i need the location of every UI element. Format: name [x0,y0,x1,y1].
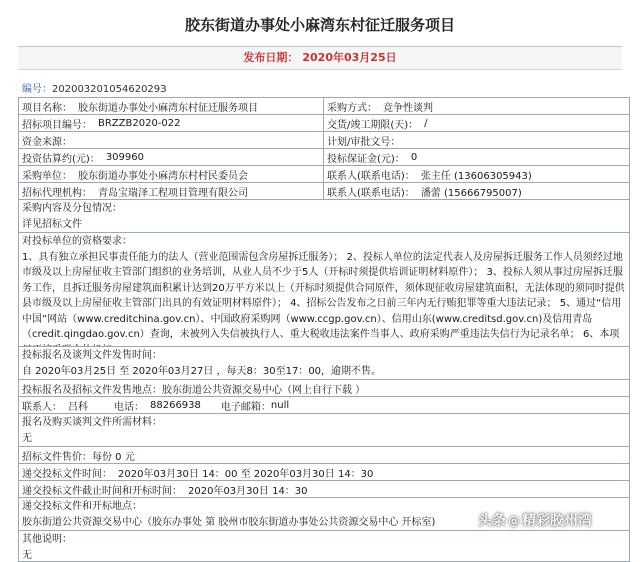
sale-place-value: 胶东街道公共资源交易中心（网上自行下载 ） [162,384,366,396]
agency-value: 青岛宝瑞泽工程项目管理有限公司 [98,187,248,199]
table-row [19,98,629,115]
sale-place-label: 投标报名及招标文件发售地点： [22,384,162,396]
sale-time-value: 自 2020年03月25日 至 2020年03月27日 ，每天8：30至17：00，逾期不售。 [22,365,382,377]
table-row [19,149,629,166]
page-title: 胶东街道办事处小麻湾东村征迁服务项目 [184,16,455,34]
sale-time-label: 投标报名及谈判文件发售时间： [22,350,162,361]
scope-row [19,200,629,233]
fund-source-cell [19,132,324,148]
serial-number [22,80,167,95]
watermark-name: 精彩胶州湾 [522,513,592,529]
price-row [19,447,629,464]
budget-cell [19,149,324,165]
qualification-label: 对投标单位的资格要求： [22,236,132,247]
qualification-row [19,233,629,347]
purchaser-label: 采购单位： [22,170,72,182]
project-name-cell [19,98,324,114]
contact2-value: 潘蕾 (15666795007) [420,187,522,199]
agency-cell [19,183,324,199]
serial-value: 20200320105462029З [52,84,167,95]
submit-time-cell [19,464,629,480]
contact-row [19,397,629,414]
scope-cell [19,200,629,232]
deposit-label: 投标保证金(元)： [327,153,405,165]
materials-value: 无 [22,432,32,444]
tender-no-label: 招标项目编号： [22,119,92,131]
phone-label: 电话： [114,401,144,413]
publish-date-label: 发布日期： [243,51,299,64]
submit-time-value: 2020年03月30日 14：00 至 2020年03月30日 14：30 [118,468,374,480]
sale-time-row [19,347,629,380]
budget-value: 309960 [105,151,144,163]
sale-place-cell [19,380,629,396]
deadline-label: 递交投标文件截止时间和开标时间： [22,485,182,497]
project-name-value: 胶东街道办事处小麻湾东村征迁服务项目 [78,102,258,114]
deadline-row [19,481,629,498]
publish-date-bar [18,46,622,70]
submit-time-row [19,464,629,481]
purchaser-value: 胶东街道办事处小麻湾东村村民委员会 [78,170,248,182]
delivery-period-cell [324,115,629,131]
tender-no-value: BRZZB2020-022 [98,117,181,129]
sale-time-cell [19,347,629,379]
project-name-label: 项目名称： [22,102,72,114]
table-row [19,132,629,149]
other-cell [19,531,629,561]
agency-label: 招标代理机构： [22,187,92,199]
table-row [19,115,629,132]
tender-info-table [18,97,630,562]
publish-date-value: 2020年03月25日 [302,51,397,64]
email-value: null [270,399,290,411]
delivery-period-value: / [424,117,428,129]
deposit-cell [324,149,629,165]
qualification-cell [19,233,629,346]
budget-label: 投资估算约(元)： [22,153,100,165]
price-cell [19,447,629,463]
source-watermark [478,510,592,530]
contact-label: 联系人： [22,401,62,413]
materials-row [19,414,629,447]
table-row [19,166,629,183]
materials-cell [19,414,629,446]
delivery-period-label: 交货/竣工期限(天)： [327,119,419,131]
purchase-method-cell [324,98,629,114]
watermark-prefix: 头条 [478,513,506,529]
contact2-label: 联系人(联系电话)： [327,187,415,199]
email-label: 电子邮箱： [220,401,271,413]
contact1-cell [324,166,629,182]
price-value: 每份 0 元 [92,451,135,463]
purchase-method-label: 采购方式： [327,102,377,114]
other-row [19,531,629,561]
contact1-value: 张主任 (13606305943) [420,170,532,182]
contact2-cell [324,183,629,199]
watermark-at: @ [508,514,520,528]
qualification-value: 1、具有独立承担民事责任能力的法人（营业范围需包含房屋拆迁服务）； 2、投标人单位的法定代表人及房屋拆迁服务工作人员须经过地市级及以上房屋征收主管部门组织的业务培训，从业人员不少于5人（开标时须提供培训证明材料原件）； 3、投标人须从事过房屋拆迁服务工作，且拆迁服务房屋建筑面积累计达到20万平方米以上（开标时须提供合同原件，须体现征收房屋建筑面积，无法体现的须同时提供县市级及以上房屋征收主管部门出具的有效证明材料原件）； 4、招标公告发布之日前三年内无行贿犯罪等重大违法记录； 5、通过“信用中国”网站（www.creditchina.gov.cn）、中国政府采购网（www.ccgp.gov.cn）、信用山东(www.creditsd.gov.cn)及信用青岛（credit.qingdao.gov.cn）查询，未被列入失信被执行人、重大税收违法案件当事人、政府采购严重违法失信行为记录名单； 6、本项 [22,251,625,340]
fund-source-label: 资金来源： [22,136,72,148]
table-row [19,183,629,200]
plan-doc-label: 计划/审批文号： [327,136,401,148]
deadline-value: 2020年03月30日 14：30 [188,485,308,497]
materials-label: 报名及购买谈判文件所需材料： [22,417,162,428]
contact-name: 吕科 [68,401,88,413]
venue-value: 胶东街道公共资源交易中心（胶东办事处 第 胶州市胶东街道办事处公共资源交易中心 开标室) [22,516,436,528]
deposit-value: 0 [410,151,418,163]
tender-no-cell [19,115,324,131]
contact1-label: 联系人(联系电话)： [327,170,415,182]
scope-label: 采购内容及分包情况： [22,203,122,214]
submit-time-label: 递交投标文件时间： [22,468,112,480]
purchaser-cell [19,166,324,182]
sale-place-row [19,380,629,397]
other-value: 无 [22,549,32,561]
purchase-method-value: 竞争性谈判 [383,102,433,114]
serial-label: 编号： [22,84,52,95]
price-label: 招标文件售价： [22,451,92,463]
scope-value: 详见招标文件 [22,218,82,230]
other-label: 其他说明： [22,534,72,545]
venue-label: 递交投标文件和开标地点： [22,501,142,512]
contact-cell [19,397,629,413]
phone-value: 88266938 [150,399,201,411]
plan-doc-cell [324,132,629,148]
deadline-cell [19,481,629,497]
